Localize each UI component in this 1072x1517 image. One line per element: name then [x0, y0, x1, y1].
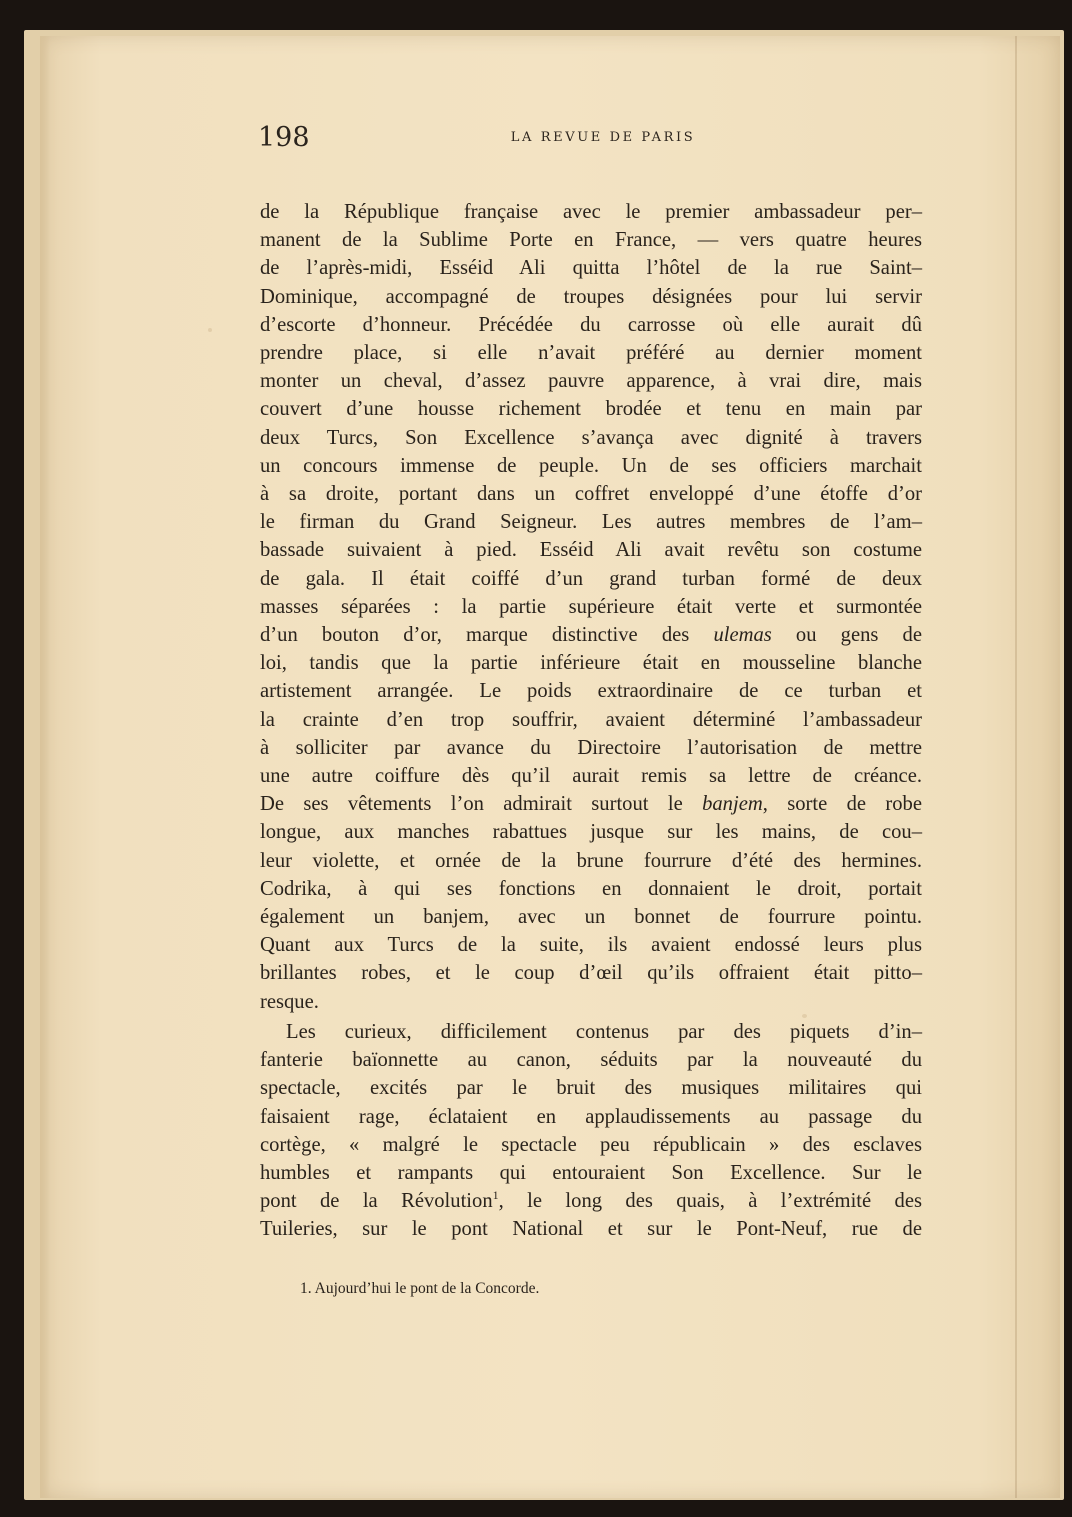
text-line: à solliciter par avance du Directoire l’autorisation de mettre	[260, 736, 922, 759]
text-line: resque.	[260, 990, 319, 1013]
body-text	[260, 198, 922, 1244]
paragraph-2	[260, 1018, 922, 1244]
text-segment: pont de la Révolution	[260, 1190, 493, 1213]
text-line-with-note	[260, 1187, 922, 1215]
text-line: De ses vêtements l’on admirait surtout le banjem, sorte de robe	[260, 793, 922, 816]
text-line: la crainte d’en trop souffrir, avaient déterminé l’ambassadeur	[260, 708, 922, 731]
text-line: leur violette, et ornée de la brune fourrure d’été des hermines.	[260, 849, 922, 872]
page-number: 198	[258, 122, 310, 153]
text-line: masses séparées : la partie supérieure était verte et surmontée	[260, 595, 922, 618]
text-line: Tuileries, sur le pont National et sur le Pont-Neuf, rue de	[260, 1218, 922, 1241]
text-line: fanterie baïonnette au canon, séduits par la nouveauté du	[260, 1049, 922, 1072]
running-head: LA REVUE DE PARIS	[510, 130, 696, 145]
text-line: d’escorte d’honneur. Précédée du carrosse où elle aurait dû	[260, 313, 922, 336]
text-line: le firman du Grand Seigneur. Les autres membres de l’am–	[260, 511, 922, 534]
page-header	[258, 122, 920, 162]
text-line: brillantes robes, et le coup d’œil qu’ils offraient était pitto–	[260, 962, 922, 985]
paper-spot	[208, 328, 212, 332]
footnote	[300, 1280, 539, 1298]
footnote-number: 1.	[300, 1280, 312, 1297]
text-line: cortège, « malgré le spectacle peu républicain » des esclaves	[260, 1133, 922, 1156]
text-line: humbles et rampants qui entouraient Son Excellence. Sur le	[260, 1161, 922, 1184]
text-line: spectacle, excités par le bruit des musiques militaires qui	[260, 1077, 922, 1100]
text-line: couvert d’une housse richement brodée et tenu en main par	[260, 398, 922, 421]
page-fold-line	[1015, 36, 1017, 1498]
text-line: Codrika, à qui ses fonctions en donnaient le droit, portait	[260, 877, 922, 900]
italic-term: banjem	[702, 793, 763, 816]
paragraph-1	[260, 198, 922, 1016]
text-line: une autre coiffure dès qu’il aurait remis sa lettre de créance.	[260, 765, 922, 788]
text-line: de l’après-midi, Esséid Ali quitta l’hôtel de la rue Saint–	[260, 257, 922, 280]
page-edge-shadow	[40, 36, 50, 1498]
text-line: un concours immense de peuple. Un de ses officiers marchait	[260, 454, 922, 477]
text-line: longue, aux manches rabattues jusque sur les mains, de cou–	[260, 821, 922, 844]
text-line: artistement arrangée. Le poids extraordinaire de ce turban et	[260, 680, 922, 703]
text-line: loi, tandis que la partie inférieure était en mousseline blanche	[260, 652, 922, 675]
text-line: d’un bouton d’or, marque distinctive des ulemas ou gens de	[260, 624, 922, 647]
text-line: de la République française avec le premier ambassadeur per–	[260, 201, 922, 223]
text-line: bassade suivaient à pied. Esséid Ali avait revêtu son costume	[260, 539, 922, 562]
footnote-reference: 1	[492, 1188, 499, 1203]
text-line: deux Turcs, Son Excellence s’avança avec dignité à travers	[260, 426, 922, 449]
text-line: également un banjem, avec un bonnet de fourrure pointu.	[260, 906, 922, 929]
text-line: à sa droite, portant dans un coffret enveloppé d’une étoffe d’or	[260, 483, 922, 506]
text-segment: , le long des quais, à l’extrémité des	[498, 1190, 922, 1213]
text-line: monter un cheval, d’assez pauvre apparence, à vrai dire, mais	[260, 370, 922, 393]
footnote-text: Aujourd’hui le pont de la Concorde.	[314, 1280, 540, 1297]
text-line: manent de la Sublime Porte en France, — vers quatre heures	[260, 229, 922, 252]
text-line: faisaient rage, éclataient en applaudissements au passage du	[260, 1105, 922, 1128]
italic-term: ulemas	[713, 624, 772, 647]
text-line: Dominique, accompagné de troupes désignées pour lui servir	[260, 285, 922, 308]
text-line: Quant aux Turcs de la suite, ils avaient endossé leurs plus	[260, 934, 922, 957]
text-line: prendre place, si elle n’avait préféré au dernier moment	[260, 342, 922, 365]
text-line: Les curieux, difficilement contenus par des piquets d’in–	[286, 1020, 922, 1043]
text-line: de gala. Il était coiffé d’un grand turban formé de deux	[260, 567, 922, 590]
